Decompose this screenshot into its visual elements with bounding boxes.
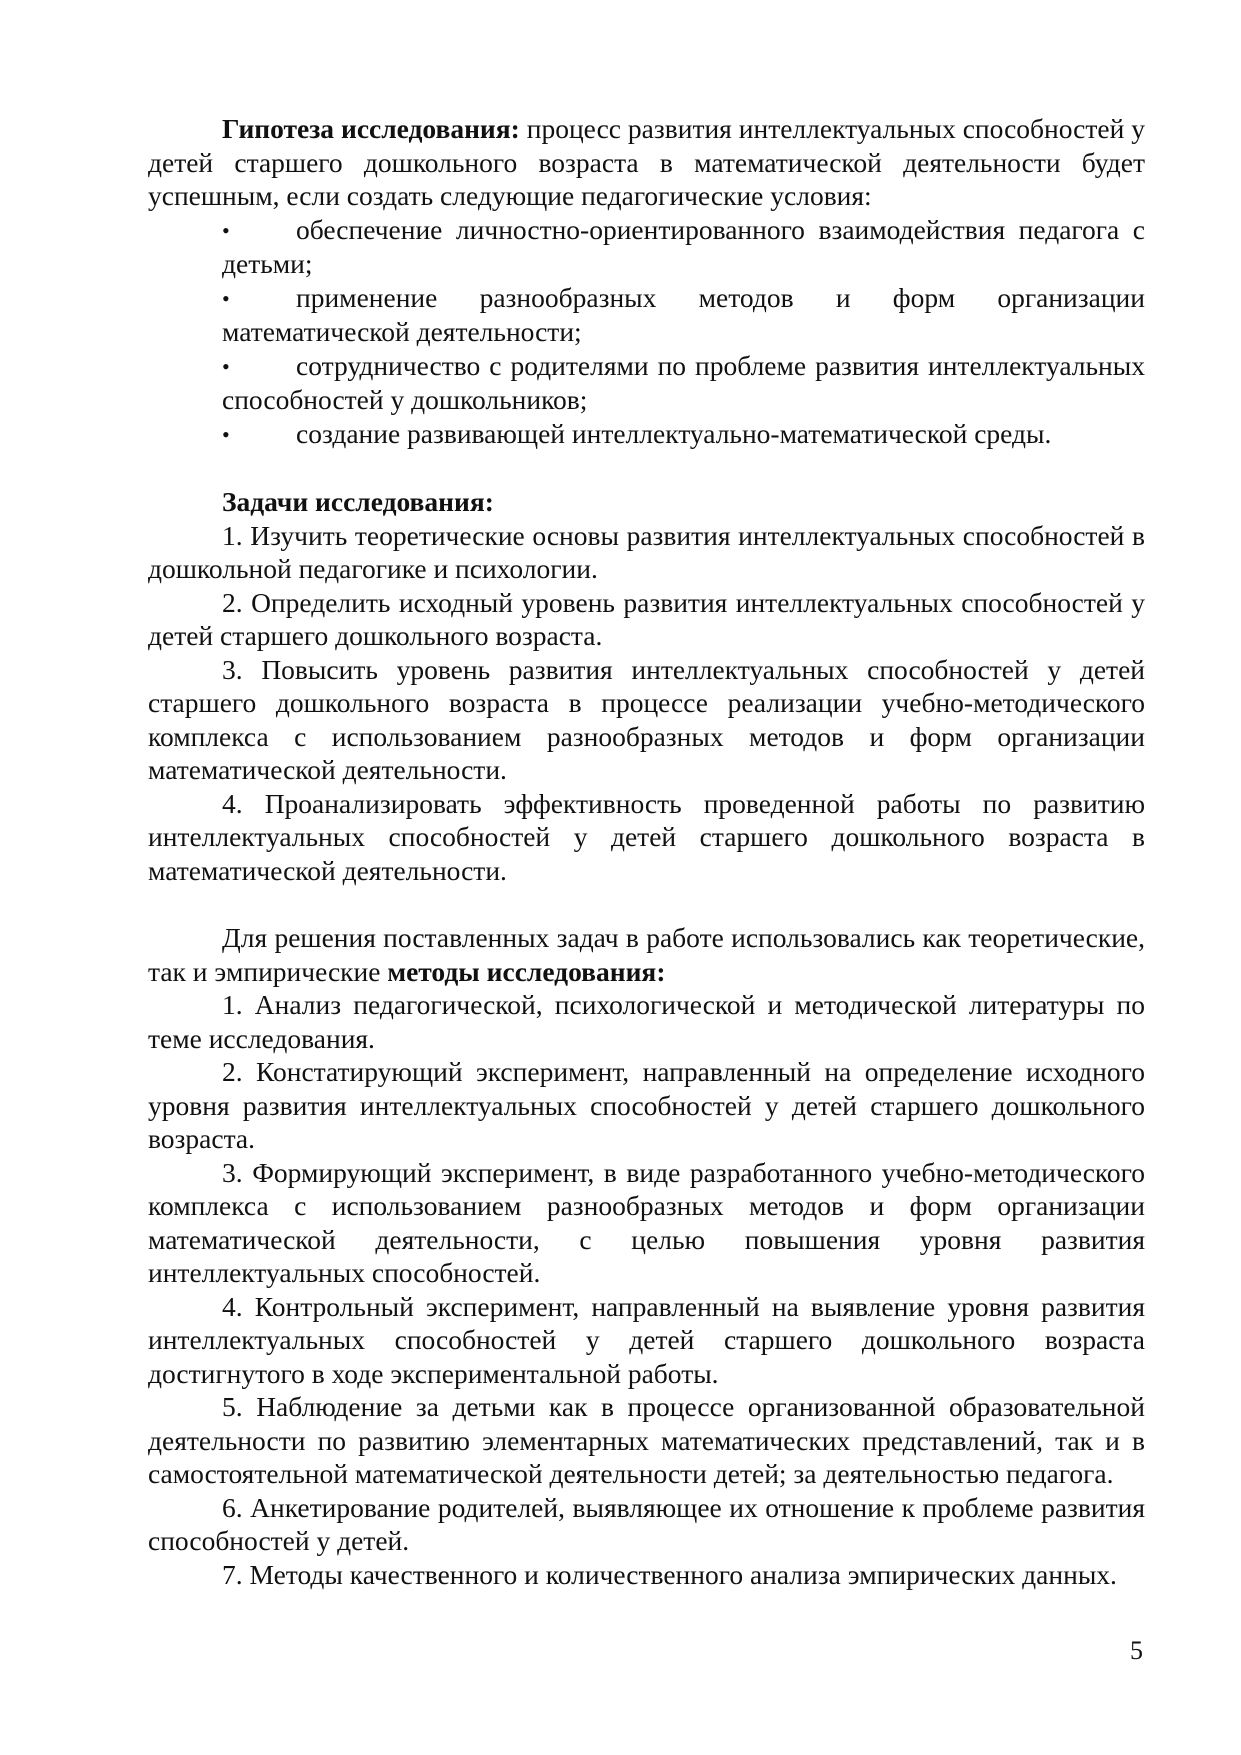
- methods-intro-text: Для решения поставленных задач в работе использовались как теоретические, так и эмпирические: [148, 922, 1145, 987]
- spacer: [148, 887, 1145, 921]
- bullet-icon: •: [222, 285, 230, 311]
- condition-text: применение разнообразных методов и форм организации математической деятельности;: [222, 281, 1145, 347]
- list-item: [222, 349, 1145, 417]
- method-item: 2. Констатирующий эксперимент, направленный на определение исходного уровня развития интеллектуальных способностей у детей старшего дошкольного возраста.: [148, 1056, 1145, 1154]
- condition-text: обеспечение личностно-ориентированного взаимодействия педагога с детьми;: [222, 213, 1145, 279]
- method-item: 6. Анкетирование родителей, выявляющее их отношение к проблеме развития способностей у детей.: [148, 1491, 1145, 1556]
- task-item: 3. Повысить уровень развития интеллектуальных способностей у детей старшего дошкольного возраста в процессе реализации учебно-методического комплекса с использованием разнообразных методов и форм организации математической деятельности.: [148, 653, 1145, 785]
- list-item: [222, 281, 1145, 349]
- bullet-icon: •: [222, 421, 230, 447]
- methods-intro-paragraph: [148, 921, 1145, 988]
- spacer: [148, 451, 1145, 485]
- task-item: 1. Изучить теоретические основы развития интеллектуальных способностей в дошкольной педагогике и психологии.: [148, 519, 1145, 584]
- condition-text: сотрудничество с родителями по проблеме развития интеллектуальных способностей у дошкольников;: [222, 349, 1145, 415]
- method-item: 4. Контрольный эксперимент, направленный на выявление уровня развития интеллектуальных способностей у детей старшего дошкольного возраста достигнутого в ходе экспериментальной работы.: [148, 1290, 1145, 1389]
- method-item: 5. Наблюдение за детьми как в процессе организованной образовательной деятельности по развитию элементарных математических представлений, так и в самостоятельной математической деятельности детей; за деятельностью педагога.: [148, 1391, 1145, 1489]
- hypothesis-text: процесс развития интеллектуальных способностей у детей старшего дошкольного возраста в математической деятельности будет успешным, если создать следующие педагогические условия:: [148, 113, 1145, 211]
- method-item: 1. Анализ педагогической, психологической и методической литературы по теме исследования.: [148, 989, 1145, 1054]
- condition-text: создание развивающей интеллектуально-математической среды.: [296, 417, 1052, 449]
- hypothesis-label: Гипотеза исследования:: [222, 113, 520, 144]
- method-item: 3. Формирующий эксперимент, в виде разработанного учебно-методического комплекса с использованием разнообразных методов и форм организации математической деятельности, с целью повышения уровня развития интеллектуальных способностей.: [148, 1156, 1145, 1288]
- task-item: 2. Определить исходный уровень развития интеллектуальных способностей у детей старшего дошкольного возраста.: [148, 586, 1145, 651]
- tasks-heading: Задачи исследования:: [222, 486, 494, 517]
- conditions-list: [148, 213, 1145, 452]
- list-item: [222, 213, 1145, 281]
- list-item: [222, 417, 1145, 452]
- bullet-icon: •: [222, 217, 230, 243]
- method-item: 7. Методы качественного и количественного анализа эмпирических данных.: [222, 1558, 1117, 1590]
- methods-label: методы исследования:: [387, 955, 666, 987]
- bullet-icon: •: [222, 353, 230, 379]
- task-item: 4. Проанализировать эффективность проведенной работы по развитию интеллектуальных способностей у детей старшего дошкольного возраста в математической деятельности.: [148, 787, 1145, 886]
- page-number: 5: [1130, 1636, 1143, 1665]
- page-text: [148, 112, 1145, 1591]
- hypothesis-paragraph: [148, 112, 1145, 213]
